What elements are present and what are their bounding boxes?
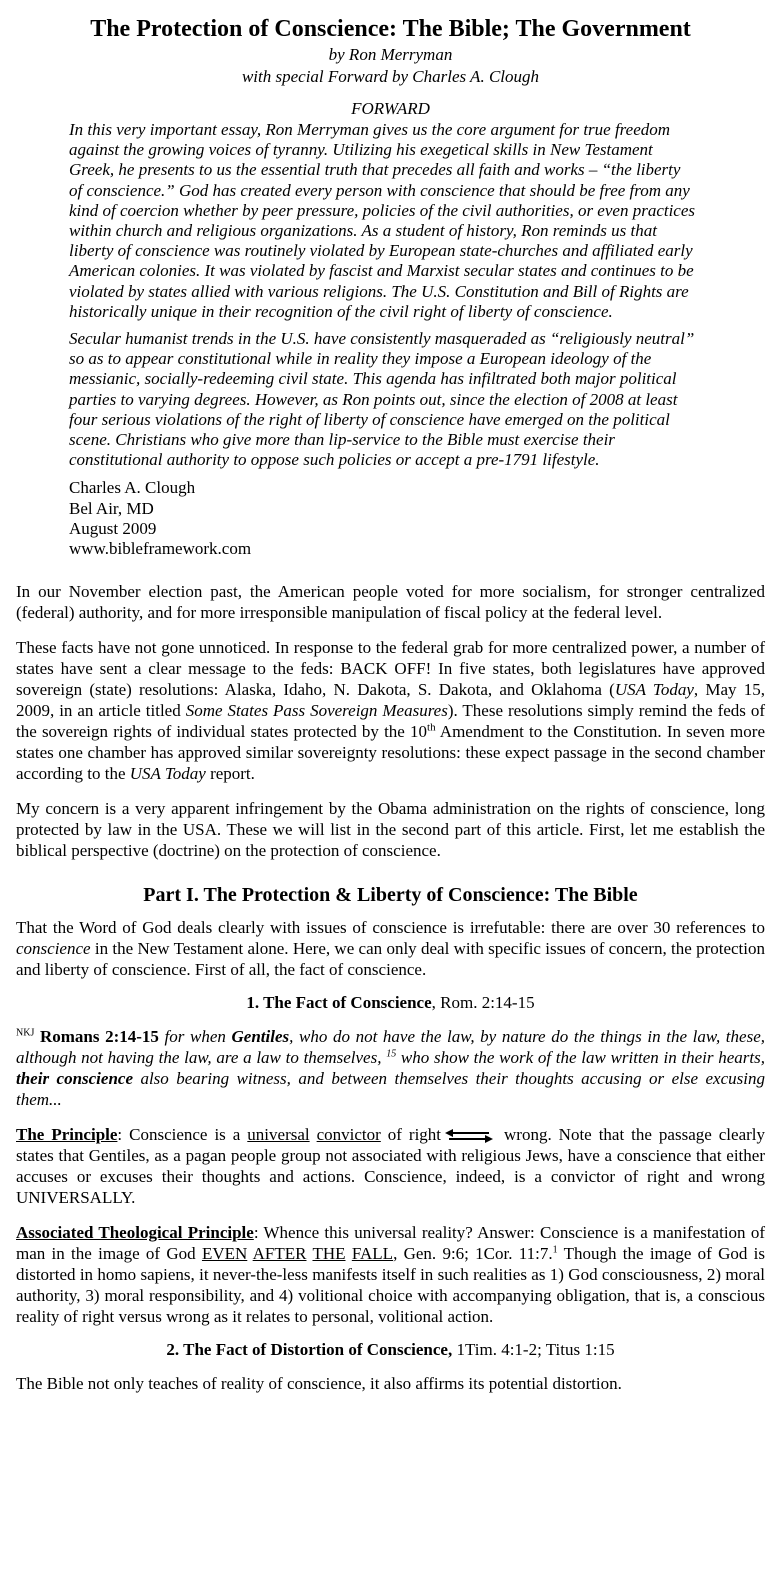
body-paragraph-1: In our November election past, the American people voted for more socialism, for stronger centralized (federal) authority, and for more irresponsible manipulation of fiscal policy at the federal level. (16, 582, 765, 623)
part1-paragraph-1: That the Word of God deals clearly with issues of conscience is irrefutable: there are over 30 references to conscience in the New Testament alone. Here, we can only deal with specific issues of concern, the protection and liberty of conscience. First of all, the fact of conscience. (16, 918, 765, 980)
body-section (16, 581, 765, 1394)
associated-principle-paragraph: Associated Theological Principle: Whence this universal reality? Answer: Conscience is a manifestation of man in the image of God EVEN AFTER THE FALL, Gen. 9:6; 1Cor. 11:7.$^1$ Though the image of God is distorted in homo sapiens, it never-the-less manifests itself in such realities as 1) God consciousness, 2) moral authority, 3) moral responsibility, and 4) volitional choice with accompanying obligation, that is, a conscious reality of right versus wrong as it relates to personal, volitional action. (16, 1223, 765, 1327)
section-1-heading: 1. The Fact of Conscience, Rom. 2:14-15 (246, 993, 535, 1013)
forward-paragraph-1: In this very important essay, Ron Merryman gives us the core argument for true freedom against the growing voices of tyranny. Utilizing his exegetical skills in New Testament Greek, he presents to us the essential truth that precedes all faith and works – “the liberty of conscience.” God has created every person with conscience that should be free from any kind of coercion whether by peer pressure, policies of the civil authorities, or even practices within church and religious organizations. As a student of history, Ron reminds us that liberty of conscience was routinely violated by European state-churches and affiliated early American colonies. It was violated by fascist and Marxist secular states and continues to be violated by states allied with various religions. The U.S. Constitution and Bill of Rights are historically unique in their recognition of the civil right of liberty of conscience. (69, 120, 696, 321)
document-page (0, 14, 781, 1593)
body-paragraph-2: These facts have not gone unnoticed. In response to the federal grab for more centralized power, a number of states have sent a clear message to the feds: BACK OFF! In five states, both legislatures have approved sovereign (state) resolutions: Alaska, Idaho, N. Dakota, S. Dakota, and Oklahoma (USA Today, May 15, 2009, in an article titled Some States Pass Sovereign Measures). These resolutions simply remind the feds of the sovereign rights of individual states protected by the 10th Amendment to the Constitution. In seven more states one chamber has approved similar sovereignty resolutions: these expect passage in the second chamber according to the USA Today report. (16, 638, 766, 784)
document-title: The Protection of Conscience: The Bible; The Government (90, 16, 691, 42)
final-paragraph: The Bible not only teaches of reality of conscience, it also affirms its potential distortion. (16, 1374, 622, 1394)
signature-block (69, 478, 765, 559)
double-arrow-icon (445, 1128, 493, 1144)
author-line: by Ron Merryman (328, 45, 453, 64)
signature-date: August 2009 (69, 518, 157, 538)
forward-paragraph-2: Secular humanist trends in the U.S. have consistently masqueraded as “religiously neutral” so as to appear constitutional while in reality they impose a European ideology of the messianic, socially-redeeming civil state. This agenda has infiltrated both major political parties to varying degrees. However, as Ron points out, since the election of 2008 at least four serious violations of the right of liberty of conscience have emerged on the political scene. Christians who give more than lip-service to the Bible must exercise their constitutional authority to oppose such policies or accept a pre-1791 lifestyle. (69, 329, 695, 470)
forward-by-line: with special Forward by Charles A. Clough (241, 67, 540, 86)
section-2-heading: 2. The Fact of Distortion of Conscience, 1Tim. 4:1-2; Titus 1:15 (166, 1340, 615, 1360)
signature-website[interactable]: www.bibleframework.com (69, 539, 252, 559)
romans-quote: $^{NKJ}$ Romans 2:14-15 for when Gentiles, who do not have the law, by nature do the things in the law, these, although not having the law, are a law to themselves, $^{15}$ who show the work of the law written in their hearts, their conscience also bearing witness, and between themselves their thoughts accusing or else excusing them... (16, 1027, 765, 1110)
signature-name: Charles A. Clough (69, 478, 196, 498)
principle-paragraph: The Principle: Conscience is a universal convictor of right wrong. Note that the passage clearly states that Gentiles, as a pagan people group not associated with religious Jews, have a conscience that either accuses or excuses their thoughts and actions. Conscience, indeed, is a convictor of right and wrong UNIVERSALLY. (16, 1125, 766, 1208)
signature-place: Bel Air, MD (69, 498, 154, 518)
body-paragraph-3: My concern is a very apparent infringement by the Obama administration on the rights of conscience, long protected by law in the USA. These we will list in the second part of this article. First, let me establish the biblical perspective (doctrine) on the protection of conscience. (16, 799, 765, 861)
forward-section (69, 120, 695, 470)
forward-heading: FORWARD (351, 99, 430, 118)
part1-heading: Part I. The Protection & Liberty of Conscience: The Bible (143, 884, 638, 907)
